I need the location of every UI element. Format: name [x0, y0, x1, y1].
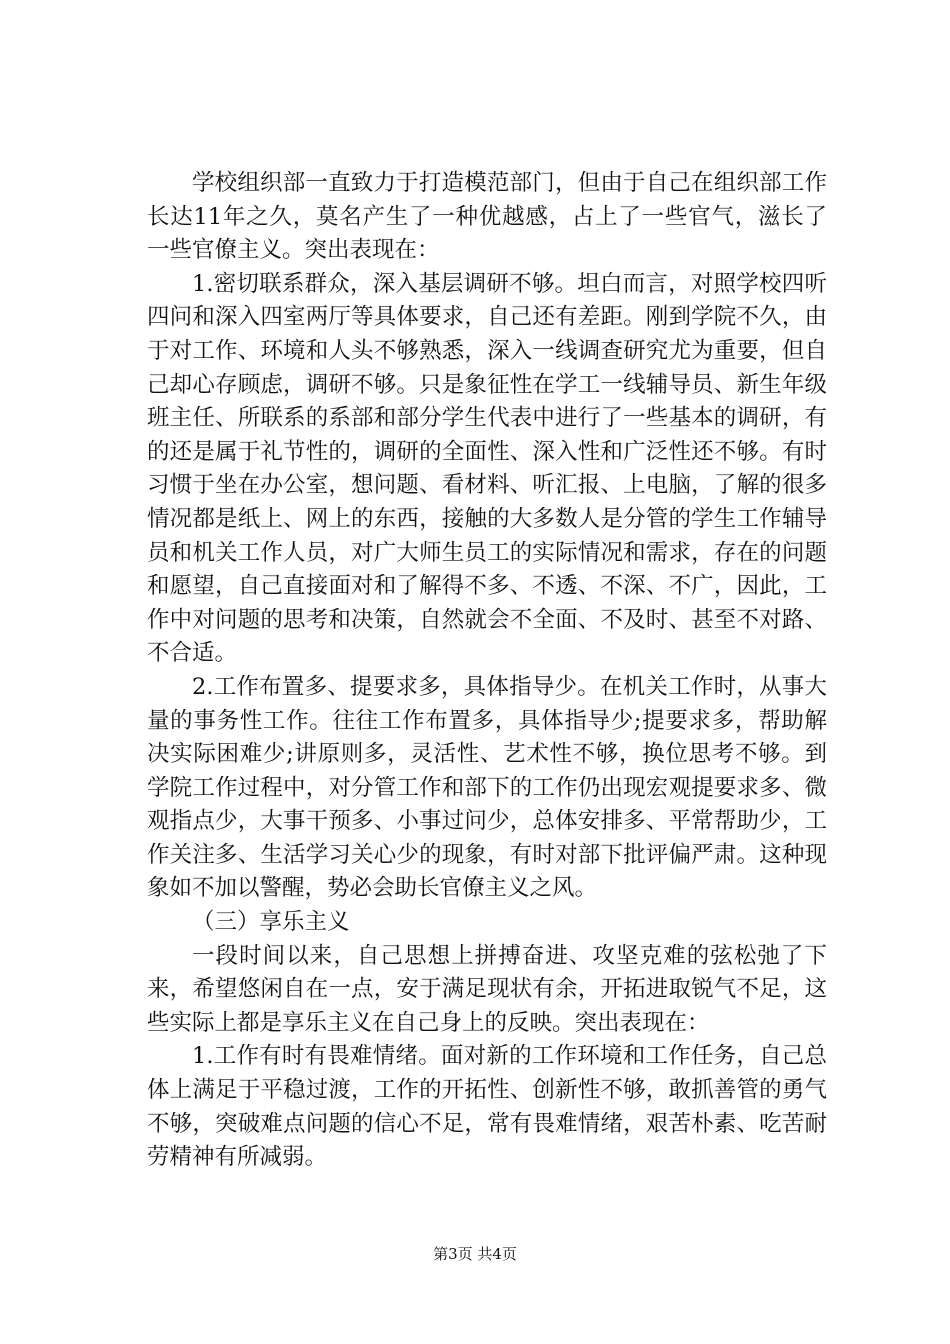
- document-body: [147, 167, 827, 1175]
- paragraph-item-2: 2.工作布置多、提要求多，具体指导少。在机关工作时，从事大量的事务性工作。往往工作布置多，具体指导少;提要求多，帮助解决实际困难少;讲原则多，灵活性、艺术性不够，换位思考不够。到学院工作过程中，对分管工作和部下的工作仍出现宏观提要求多、微观指点少，大事干预多、小事过问少，总体安排多、平常帮助少，工作关注多、生活学习关心少的现象，有时对部下批评偏严肃。这种现象如不加以警醒，势必会助长官僚主义之风。: [147, 673, 827, 902]
- paragraph-item-1: 1.密切联系群众，深入基层调研不够。坦白而言，对照学校四听四问和深入四室两厅等具体要求，自己还有差距。刚到学院不久，由于对工作、环境和人头不够熟悉，深入一线调查研究尤为重要，但自己却心存顾虑，调研不够。只是象征性在学工一线辅导员、新生年级班主任、所联系的系部和部分学生代表中进行了一些基本的调研，有的还是属于礼节性的，调研的全面性、深入性和广泛性还不够。有时习惯于坐在办公室，想问题、看材料、听汇报、上电脑，了解的很多情况都是纸上、网上的东西，接触的大多数人是分管的学生工作辅导员和机关工作人员，对广大师生员工的实际情况和需求，存在的问题和愿望，自己直接面对和了解得不多、不透、不深、不广，因此，工作中对问题的思考和决策，自然就会不全面、不及时、甚至不对路、不合适。: [147, 270, 827, 667]
- section-heading-hedonism: （三）享乐主义: [192, 909, 350, 936]
- paragraph-hedonism-intro: 一段时间以来，自己思想上拼搏奋进、攻坚克难的弦松弛了下来，希望悠闲自在一点，安于满足现状有余，开拓进取锐气不足，这些实际上都是享乐主义在自己身上的反映。突出表现在：: [147, 942, 827, 1036]
- paragraph-hedonism-item-1: 1.工作有时有畏难情绪。面对新的工作环境和工作任务，自己总体上满足于平稳过渡，工作的开拓性、创新性不够，敢抓善管的勇气不够，突破难点问题的信心不足，常有畏难情绪，艰苦朴素、吃苦耐劳精神有所减弱。: [147, 1043, 827, 1171]
- page-footer: 第3页 共4页: [433, 1245, 517, 1263]
- paragraph-intro: 学校组织部一直致力于打造模范部门，但由于自己在组织部工作长达11年之久，莫名产生了一种优越感，占上了一些官气，滋长了一些官僚主义。突出表现在：: [147, 170, 827, 264]
